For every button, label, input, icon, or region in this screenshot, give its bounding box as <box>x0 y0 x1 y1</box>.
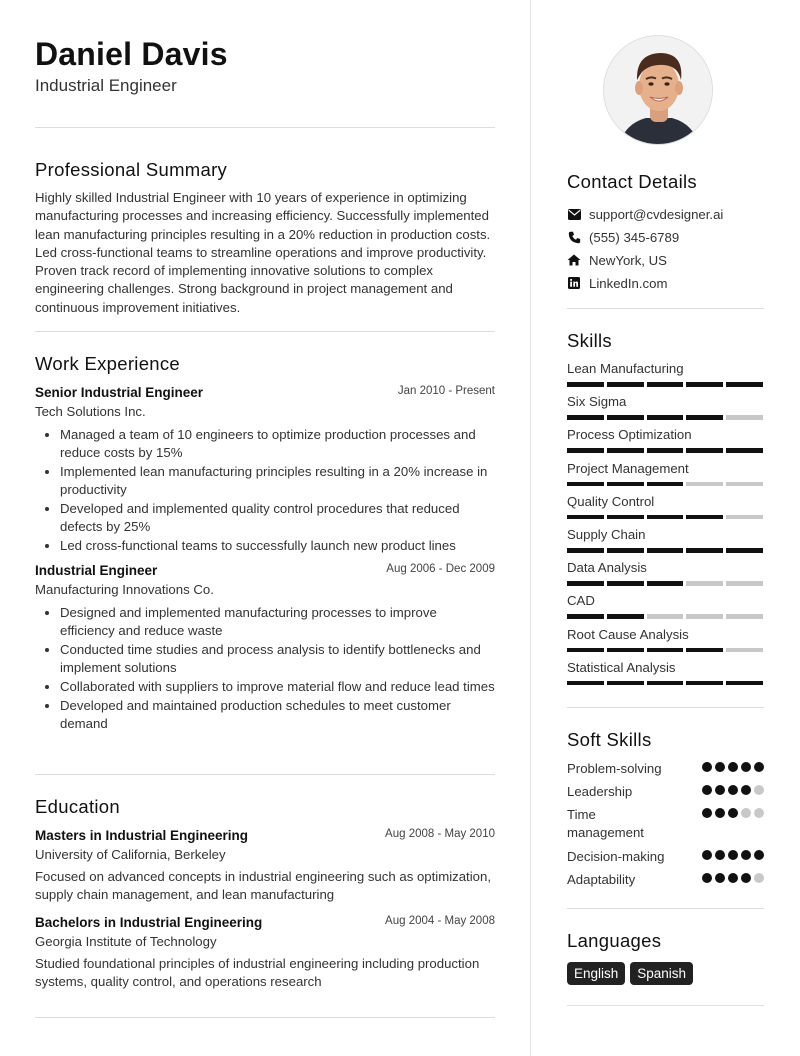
skill-item <box>567 560 764 586</box>
soft-skill-name: Time management <box>567 807 644 840</box>
skill-level-segment <box>647 581 684 586</box>
rating-dot <box>728 873 738 883</box>
education-entry <box>35 828 495 905</box>
divider <box>35 331 495 332</box>
skill-level-bar <box>567 681 764 686</box>
skill-level-segment <box>726 648 763 653</box>
skill-item <box>567 427 764 453</box>
skill-level-segment <box>567 448 604 453</box>
skills-heading: Skills <box>567 330 612 351</box>
job-bullet: • Managed a team of 10 engineers to optimize production processes and reduce costs by 15% <box>60 426 495 462</box>
skill-level-segment <box>607 614 644 619</box>
skill-level-segment <box>686 515 723 520</box>
soft-skill-name: Adaptability <box>567 872 636 887</box>
job-date: Jan 2010 - Present <box>397 385 495 397</box>
skill-level-segment <box>726 614 763 619</box>
skill-item <box>567 527 764 553</box>
skill-level-segment <box>607 681 644 686</box>
skill-level-segment <box>607 482 644 487</box>
rating-dot <box>741 873 751 883</box>
contact-heading: Contact Details <box>567 171 697 192</box>
skill-level-segment <box>726 681 763 686</box>
job-date: Aug 2006 - Dec 2009 <box>386 563 495 575</box>
skill-level-segment <box>726 448 763 453</box>
rating-dot <box>715 785 725 795</box>
contact-location-text: NewYork, US <box>589 252 667 268</box>
skill-level-segment <box>647 448 684 453</box>
skill-item <box>567 361 764 387</box>
skill-level-segment <box>647 415 684 420</box>
skill-name: Supply Chain <box>567 527 646 542</box>
job-title: Senior Industrial Engineer <box>35 385 204 400</box>
contact-linkedin[interactable] <box>567 274 667 292</box>
skill-level-segment <box>647 614 684 619</box>
education-entry <box>35 915 495 992</box>
divider <box>567 707 764 708</box>
rating-dot <box>728 762 738 772</box>
skill-level-segment <box>686 448 723 453</box>
skill-name: Lean Manufacturing <box>567 361 684 376</box>
degree-title: Masters in Industrial Engineering <box>35 828 249 843</box>
skill-level-segment <box>567 382 604 387</box>
skill-level-segment <box>567 648 604 653</box>
job-bullet: • Designed and implemented manufacturing processes to improve efficiency and reduce waste <box>60 604 495 640</box>
skill-level-segment <box>567 681 604 686</box>
soft-skill-rating <box>702 850 764 860</box>
rating-dot <box>702 808 712 818</box>
skill-level-bar <box>567 614 764 619</box>
skill-level-segment <box>647 548 684 553</box>
skill-level-segment <box>686 482 723 487</box>
skill-level-segment <box>726 482 763 487</box>
rating-dot <box>741 850 751 860</box>
skill-level-bar <box>567 515 764 520</box>
skill-level-bar <box>567 548 764 553</box>
skill-level-segment <box>607 581 644 586</box>
skill-level-segment <box>607 448 644 453</box>
skill-level-segment <box>607 648 644 653</box>
summary-text: Highly skilled Industrial Engineer with 10 years of experience in optimizing manufacturing processes and increasing efficiency. Successfully implemented lean manufacturing principles resulting in a 20% reduction in production costs. Led cross-functional teams to streamline operations and improve productivity. Proven track record of implementing innovative solutions to complex engineering challenges. Strong background in project management and continuous improvement initiatives. <box>35 190 491 315</box>
skill-name: Statistical Analysis <box>567 659 676 675</box>
rating-dot <box>715 873 725 883</box>
skill-name: Root Cause Analysis <box>567 626 689 642</box>
education-heading: Education <box>35 796 120 817</box>
rating-dot <box>741 785 751 795</box>
skill-level-segment <box>686 382 723 387</box>
job-entry <box>35 563 495 733</box>
job-title: Industrial Engineer <box>35 563 158 578</box>
skill-level-segment <box>567 415 604 420</box>
rating-dot <box>741 762 751 772</box>
skill-item <box>567 394 764 420</box>
school-name: University of California, Berkeley <box>35 847 226 862</box>
languages-list <box>567 962 693 985</box>
soft-skill-rating <box>702 762 764 772</box>
skill-level-segment <box>686 614 723 619</box>
skill-level-segment <box>647 382 684 387</box>
rating-dot <box>754 808 764 818</box>
languages-heading: Languages <box>567 930 662 951</box>
skill-level-bar <box>567 415 764 420</box>
skill-name: Six Sigma <box>567 394 627 410</box>
divider <box>567 908 764 909</box>
skill-level-segment <box>607 515 644 520</box>
skill-level-bar <box>567 648 764 653</box>
skill-level-segment <box>686 681 723 686</box>
envelope-icon <box>567 207 581 221</box>
skill-level-segment <box>607 382 644 387</box>
skill-level-segment <box>567 515 604 520</box>
summary-heading: Professional Summary <box>35 159 228 180</box>
contact-linkedin-text: LinkedIn.com <box>589 275 668 291</box>
skill-name: Process Optimization <box>567 427 692 443</box>
language-badge: Spanish <box>630 962 693 985</box>
contact-phone-text: (555) 345-6789 <box>589 229 680 245</box>
divider <box>567 308 764 309</box>
skill-level-segment <box>726 415 763 420</box>
rating-dot <box>702 850 712 860</box>
rating-dot <box>728 850 738 860</box>
job-bullets <box>35 426 495 555</box>
rating-dot <box>715 762 725 772</box>
rating-dot <box>715 850 725 860</box>
divider <box>567 1005 764 1006</box>
rating-dot <box>754 785 764 795</box>
job-bullet: • Implemented lean manufacturing principles resulting in a 20% increase in productivity <box>60 463 495 499</box>
skill-item <box>567 627 764 653</box>
skill-name: Project Management <box>567 460 689 476</box>
skill-level-segment <box>567 614 604 619</box>
candidate-title: Industrial Engineer <box>35 76 177 95</box>
skill-level-segment <box>607 415 644 420</box>
rating-dot <box>754 762 764 772</box>
skill-level-bar <box>567 581 764 586</box>
rating-dot <box>702 785 712 795</box>
skill-item <box>567 660 764 686</box>
home-icon <box>567 253 581 267</box>
skill-level-segment <box>607 548 644 553</box>
skill-level-segment <box>647 482 684 487</box>
soft-skill-rating <box>702 873 764 883</box>
column-divider <box>530 0 531 1056</box>
soft-skills-heading: Soft Skills <box>567 729 652 750</box>
skill-item <box>567 593 764 619</box>
degree-date: Aug 2004 - May 2008 <box>385 915 495 927</box>
skill-item <box>567 494 764 520</box>
job-bullet: • Led cross-functional teams to successfully launch new product lines <box>60 537 495 555</box>
rating-dot <box>715 808 725 818</box>
rating-dot <box>702 762 712 772</box>
skill-level-bar <box>567 382 764 387</box>
contact-location <box>567 251 667 269</box>
job-bullets <box>35 604 495 733</box>
rating-dot <box>741 808 751 818</box>
skill-level-segment <box>567 581 604 586</box>
rating-dot <box>728 785 738 795</box>
soft-skill-name: Problem-solving <box>567 761 662 776</box>
divider <box>35 1017 495 1018</box>
contact-email[interactable] <box>567 205 723 223</box>
skill-level-segment <box>726 382 763 387</box>
job-entry <box>35 385 495 555</box>
job-bullet: • Collaborated with suppliers to improve material flow and reduce lead times <box>60 678 495 696</box>
soft-skill-item <box>567 760 764 778</box>
skill-level-segment <box>726 548 763 553</box>
skill-level-segment <box>686 548 723 553</box>
candidate-name: Daniel Davis <box>35 36 228 72</box>
skill-level-bar <box>567 482 764 487</box>
job-company: Manufacturing Innovations Co. <box>35 582 214 597</box>
skill-level-segment <box>686 581 723 586</box>
school-name: Georgia Institute of Technology <box>35 934 217 949</box>
job-company: Tech Solutions Inc. <box>35 404 146 419</box>
profile-photo <box>603 35 713 145</box>
rating-dot <box>702 873 712 883</box>
divider <box>35 774 495 775</box>
soft-skill-name: Decision-making <box>567 849 665 864</box>
education-description: Focused on advanced concepts in industrial engineering such as optimization, supply chain management, and lean manufacturing <box>35 869 491 903</box>
contact-email-text: support@cvdesigner.ai <box>589 206 724 222</box>
rating-dot <box>754 873 764 883</box>
language-badge: English <box>567 962 625 985</box>
divider <box>35 127 495 128</box>
rating-dot <box>728 808 738 818</box>
soft-skill-item <box>567 806 764 842</box>
skill-name: CAD <box>567 593 595 609</box>
degree-title: Bachelors in Industrial Engineering <box>35 915 263 930</box>
skill-level-segment <box>567 482 604 487</box>
degree-date: Aug 2008 - May 2010 <box>385 828 495 840</box>
education-description: Studied foundational principles of industrial engineering including production systems, quality control, and operations research <box>35 956 480 990</box>
skill-level-segment <box>647 648 684 653</box>
soft-skill-rating <box>702 808 764 818</box>
skill-level-segment <box>647 681 684 686</box>
skill-level-segment <box>726 581 763 586</box>
skill-item <box>567 461 764 487</box>
skill-level-segment <box>686 415 723 420</box>
contact-phone[interactable] <box>567 228 679 246</box>
job-bullet: • Conducted time studies and process analysis to identify bottlenecks and implement solutions <box>60 641 495 677</box>
skill-level-bar <box>567 448 764 453</box>
soft-skill-item <box>567 871 764 889</box>
skill-name: Data Analysis <box>567 560 647 576</box>
soft-skill-item <box>567 848 764 866</box>
job-bullet: • Developed and implemented quality control procedures that reduced defects by 25% <box>60 500 495 536</box>
skill-level-segment <box>567 548 604 553</box>
rating-dot <box>754 850 764 860</box>
soft-skill-item <box>567 783 764 801</box>
skill-level-segment <box>726 515 763 520</box>
skill-level-segment <box>647 515 684 520</box>
job-bullet: • Developed and maintained production schedules to meet customer demand <box>60 697 495 733</box>
skill-name: Quality Control <box>567 493 655 509</box>
soft-skill-rating <box>702 785 764 795</box>
phone-icon <box>567 230 581 244</box>
linkedin-icon <box>567 276 581 290</box>
experience-heading: Work Experience <box>35 353 181 374</box>
soft-skill-name: Leadership <box>567 784 633 799</box>
skill-level-segment <box>686 648 723 653</box>
